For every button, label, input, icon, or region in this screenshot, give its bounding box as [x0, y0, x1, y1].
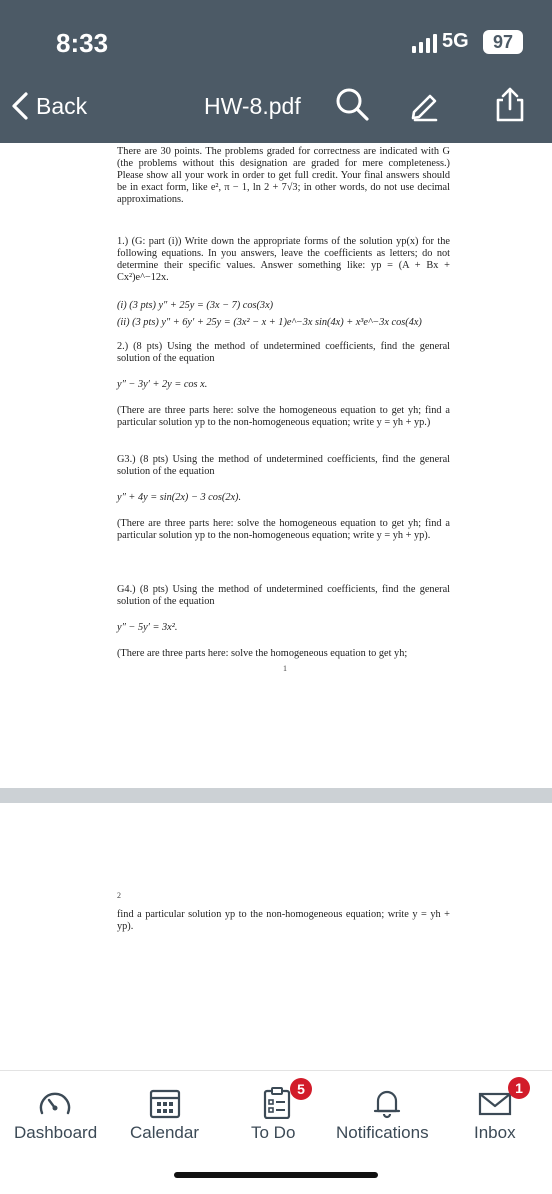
status-time: 8:33 — [56, 28, 109, 58]
problem-4: G4.) (8 pts) Using the method of undetermined coefficients, find the general solution of the equation — [117, 584, 450, 607]
back-button[interactable] — [10, 88, 87, 124]
problem-4-note: (There are three parts here: solve the homogeneous equation to get yh; — [117, 648, 408, 659]
tab-notifications-label: Notifications — [336, 1123, 429, 1142]
tab-inbox-label: Inbox — [474, 1123, 516, 1142]
dashboard-icon — [38, 1087, 72, 1119]
page-number-1: 1 — [283, 664, 287, 673]
bell-icon — [370, 1087, 404, 1119]
home-indicator[interactable] — [174, 1172, 378, 1178]
search-icon[interactable] — [334, 86, 370, 122]
page-separator — [0, 788, 552, 803]
pdf-viewer[interactable] — [0, 143, 552, 1070]
inbox-badge: 1 — [508, 1077, 530, 1099]
tab-todo-label: To Do — [251, 1123, 296, 1142]
page-2-text: find a particular solution yp to the non-homogeneous equation; write y = yh + yp). — [117, 909, 450, 932]
network-label: 5G — [442, 30, 469, 52]
tab-dashboard-label: Dashboard — [14, 1123, 98, 1142]
tab-calendar-label: Calendar — [130, 1123, 199, 1142]
signal-icon — [412, 33, 438, 53]
pdf-page-2 — [0, 803, 552, 1070]
problem-1-part-i: (i) (3 pts) y″ + 25y = (3x − 7) cos(3x) — [117, 300, 274, 311]
problem-2: 2.) (8 pts) Using the method of undetermined coefficients, find the general solution of the equation — [117, 341, 450, 364]
problem-3-note: (There are three parts here: solve the homogeneous equation to get yh; find a particular solution yp to the non-homogeneous equation; write y = yh + yp). — [117, 518, 450, 541]
page-number-2: 2 — [117, 891, 121, 900]
todo-icon — [260, 1087, 294, 1119]
tab-dashboard[interactable] — [0, 1071, 110, 1151]
inbox-icon — [478, 1087, 512, 1119]
tab-inbox[interactable] — [462, 1071, 542, 1151]
problem-2-equation: y″ − 3y′ + 2y = cos x. — [117, 379, 208, 390]
chevron-left-icon — [10, 91, 30, 121]
back-label: Back — [36, 92, 88, 119]
problem-2-note: (There are three parts here: solve the homogeneous equation to get yh; find a particular solution yp to the non-homogeneous equation; write y = yh + yp.) — [117, 405, 450, 428]
todo-badge: 5 — [290, 1078, 312, 1100]
top-bar — [0, 0, 552, 143]
problem-3: G3.) (8 pts) Using the method of undetermined coefficients, find the general solution of the equation — [117, 454, 450, 477]
calendar-icon — [148, 1087, 182, 1119]
problem-1: 1.) (G: part (i)) Write down the appropriate forms of the solution yp(x) for the following equations. In you answers, leave the coefficients as letters; do not determine their specific values. Answer something like: yp = (A + Bx + Cx²)e^−12x. — [117, 236, 450, 283]
tab-todo[interactable] — [236, 1071, 316, 1151]
battery-indicator: 97 — [483, 30, 523, 54]
tab-notifications[interactable] — [330, 1071, 446, 1151]
document-title: HW-8.pdf — [204, 93, 301, 119]
problem-1-part-ii: (ii) (3 pts) y″ + 6y′ + 25y = (3x² − x + 1)e^−3x sin(4x) + x³e^−3x cos(4x) — [117, 317, 422, 328]
intro-paragraph: There are 30 points. The problems graded for correctness are indicated with G (the problems without this designation are graded for mere completeness.) Please show all your work in order to get full credit. Your final answers should be in exact form, like e², π − 1, ln 2 + 7√3; in other words, do not use decimal approximations. — [117, 146, 450, 205]
problem-4-equation: y″ − 5y′ = 3x². — [117, 622, 178, 633]
annotate-pen-icon[interactable] — [406, 86, 442, 122]
share-icon[interactable] — [492, 86, 528, 122]
pdf-page-1 — [0, 143, 552, 788]
problem-3-equation: y″ + 4y = sin(2x) − 3 cos(2x). — [117, 492, 242, 503]
tab-calendar[interactable] — [120, 1071, 210, 1151]
